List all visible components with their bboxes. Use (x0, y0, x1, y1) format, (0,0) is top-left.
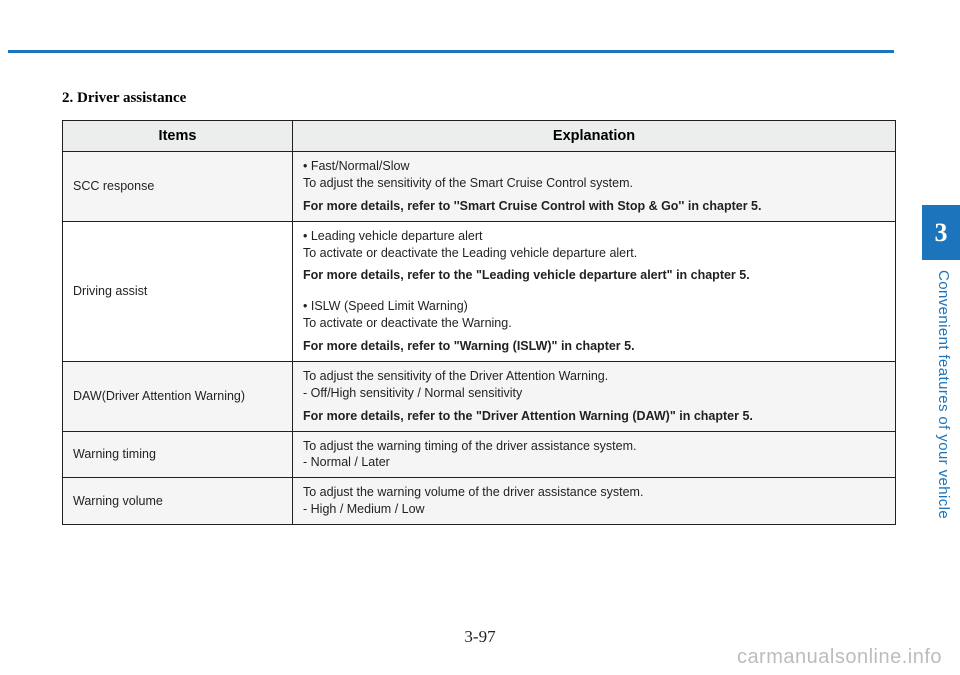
item-name: Warning timing (63, 431, 293, 478)
item-explanation (293, 221, 896, 361)
explanation-text: To activate or deactivate the Leading vehicle departure alert. (303, 245, 638, 260)
item-name: Driving assist (63, 221, 293, 361)
chapter-side-label: Convenient features of your vehicle (935, 270, 952, 520)
explanation-text: To adjust the sensitivity of the Smart Cruise Control system. (303, 175, 633, 190)
explanation-text: To adjust the warning volume of the driver assistance system. (303, 485, 644, 500)
table-row (63, 361, 896, 431)
column-header-explanation: Explanation (293, 121, 896, 152)
explanation-options: - High / Medium / Low (303, 502, 425, 517)
explanation-bullet: • ISLW (Speed Limit Warning) (303, 299, 468, 314)
item-explanation (293, 361, 896, 431)
watermark: carmanualsonline.info (736, 646, 942, 668)
explanation-options: - Normal / Later (303, 455, 390, 470)
explanation-text: To adjust the sensitivity of the Driver Attention Warning. (303, 368, 609, 383)
item-explanation (293, 152, 896, 222)
header-rule (8, 50, 894, 53)
chapter-tab: 3 (922, 205, 960, 260)
explanation-text: To activate or deactivate the Warning. (303, 316, 512, 331)
item-name: Warning volume (63, 478, 293, 525)
explanation-reference: For more details, refer to the "Driver Attention Warning (DAW)" in chapter 5. (303, 408, 753, 423)
explanation-bullet: • Fast/Normal/Slow (303, 159, 410, 173)
page-number: 3-97 (464, 627, 496, 646)
item-name: DAW(Driver Attention Warning) (63, 361, 293, 431)
explanation-reference: For more details, refer to the "Leading vehicle departure alert" in chapter 5. (303, 268, 750, 283)
table-row (63, 478, 896, 525)
driver-assistance-table (62, 120, 896, 525)
explanation-reference: For more details, refer to ''Smart Cruise Control with Stop & Go'' in chapter 5. (303, 198, 762, 213)
item-explanation (293, 478, 896, 525)
table-header-row (63, 121, 896, 152)
section-title: 2. Driver assistance (62, 90, 187, 106)
table-row (63, 431, 896, 478)
column-header-items: Items (63, 121, 293, 152)
explanation-text: To adjust the warning timing of the driver assistance system. (303, 438, 637, 453)
item-explanation (293, 431, 896, 478)
item-name: SCC response (63, 152, 293, 222)
table-row (63, 221, 896, 361)
table-row (63, 152, 896, 222)
explanation-bullet: • Leading vehicle departure alert (303, 228, 483, 243)
explanation-options: - Off/High sensitivity / Normal sensitivity (303, 385, 523, 400)
explanation-reference: For more details, refer to "Warning (ISLW)" in chapter 5. (303, 339, 635, 353)
